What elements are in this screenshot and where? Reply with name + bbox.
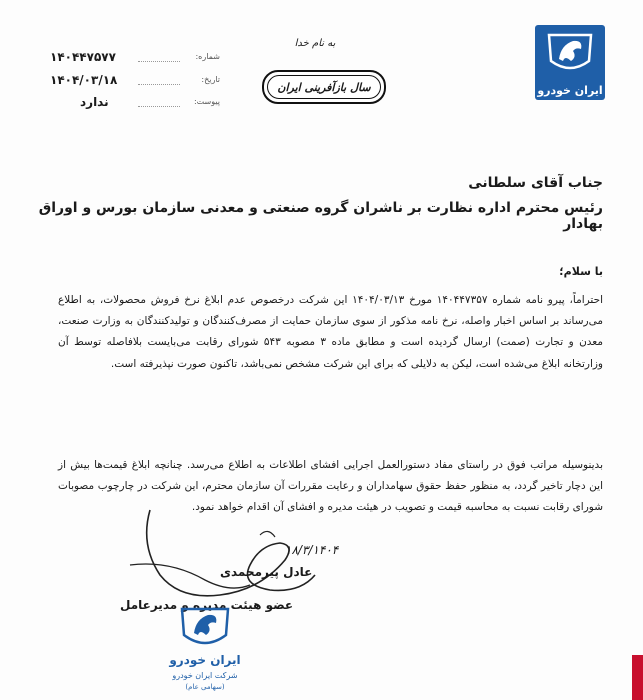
addressee-name: جناب آقای سلطانی [468, 175, 603, 191]
letter-date: ۱۴۰۴/۰۳/۱۸ [50, 73, 118, 87]
dotted-line [138, 106, 180, 107]
company-logo [535, 25, 605, 100]
stamp-company-type: (سهامی عام) [185, 683, 225, 691]
logo-text: ایران خودرو [537, 84, 603, 97]
addressee-title: رئیس محترم اداره نظارت بر ناشران گروه صنعتی و معدنی سازمان بورس و اوراق بهادار [38, 200, 603, 232]
horse-emblem-icon [543, 31, 597, 77]
attachment-value: ندارد [80, 95, 109, 109]
stamp-company-name: شرکت ایران خودرو [172, 671, 238, 680]
signer-title: عضو هیئت مدیره و مدیرعامل [120, 598, 294, 612]
number-label: شماره: [195, 52, 220, 61]
meta-number-row [40, 50, 220, 68]
stamp-brand-text: ایران خودرو [169, 653, 241, 667]
signer-name: عادل پیرمحمدی [220, 565, 313, 579]
body-paragraph-1: احتراماً، پیرو نامه شماره ۱۴۰۴۴۷۳۵۷ مورخ ۱۴۰۴/۰۳/۱۳ این شرکت درخصوص عدم ابلاغ نرخ فروش محصولات، به اطلاع می‌رساند بر اساس اخبار واصله، نرخ نامه مذکور از سوی سازمان حمایت از مصرف‌کنندگان و تولیدکنندگان به وزارت صنعت، معدن و تجارت (صمت) ارسال گردیده است و مطابق ماده ۳ مصوبه ۵۴۳ شورای رقابت می‌بایست بلافاصله توسط آن وزارتخانه ابلاغ می‌شده است، لیکن به دلایلی که برای این شرکت مشخص نمی‌باشد، تاکنون صورت نپذیرفته است. [58, 294, 603, 370]
year-slogan-stamp [262, 70, 386, 104]
letter-number: ۱۴۰۴۴۷۵۷۷ [50, 50, 116, 64]
body-paragraph-2: بدینوسیله مراتب فوق در راستای مفاد دستورالعمل اجرایی افشای اطلاعات به اطلاع می‌رسد. چنانچه ابلاغ قیمت‌ها بیش از این دچار تاخیر گردد، به منظور حفظ حقوق سهامداران و رعایت مقررات آن سازمان محترم، این شرکت در چارچوب مصوبات شورای رقابت نسبت به محاسبه قیمت و تصویب در هیئت مدیره و افشای آن اقدام خواهد نمود. [58, 459, 603, 514]
corporate-stamp [160, 605, 250, 700]
corner-red-mark [632, 655, 643, 700]
meta-date-row [40, 73, 220, 91]
date-label: تاریخ: [201, 75, 220, 84]
horse-emblem-icon [172, 605, 238, 653]
meta-attachment-row [40, 95, 220, 113]
dotted-line [138, 84, 180, 85]
greeting: با سلام؛ [559, 265, 603, 278]
attachment-label: پیوست: [193, 97, 220, 106]
year-slogan-text: سال بازآفرینی ایران [267, 75, 381, 99]
basmala: به نام خدا [294, 38, 336, 49]
dotted-line [138, 61, 180, 62]
handwritten-date: ۱۸/۳/۱۴۰۴ [285, 543, 339, 557]
